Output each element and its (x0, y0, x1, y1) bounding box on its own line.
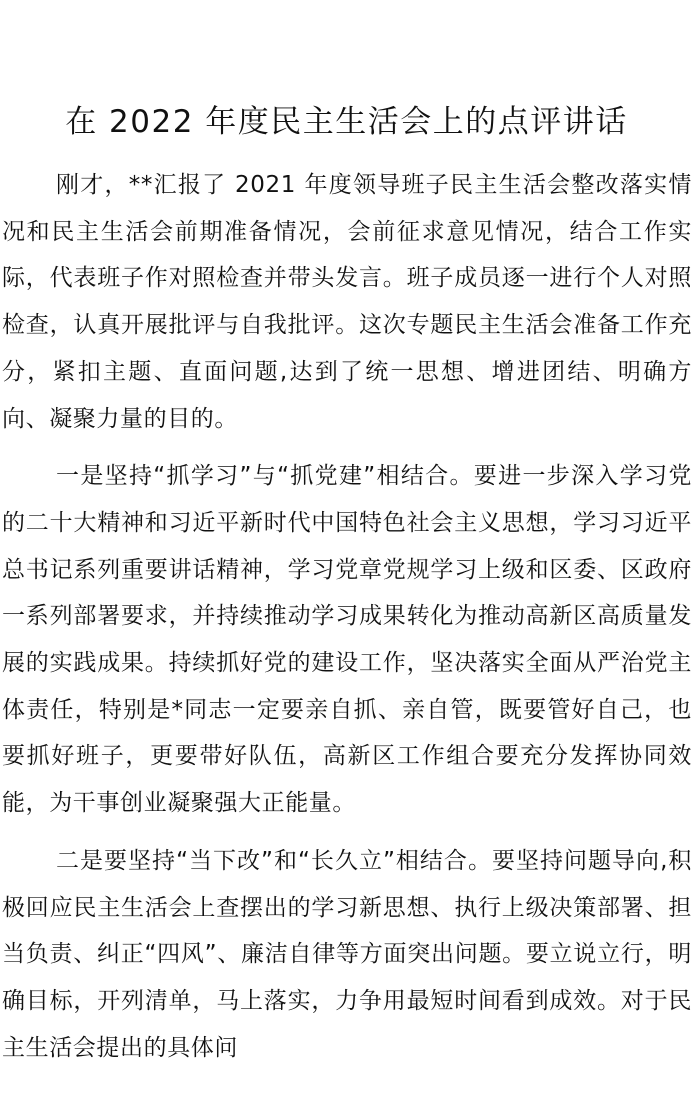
document-title: 在 2022 年度民主生活会上的点评讲话 (65, 104, 628, 140)
paragraph-point-two: 二是要坚持“当下改”和“长久立”相结合。要坚持问题导向,积极回应民主生活会上查摆出的学习新思想、执行上级决策部署、担当负责、纠正“四风”、廉洁自律等方面突出问题。要立说立行，明确目标，开列清单，马上落实，力争用最短时间看到成效。对于民主生活会提出的具体问 (2, 847, 692, 1061)
paragraph-point-one: 一是坚持“抓学习”与“抓党建”相结合。要进一步深入学习党的二十大精神和习近平新时代中国特色社会主义思想，学习习近平总书记系列重要讲话精神，学习党章党规学习上级和区委、区政府一系列部署要求，并持续推动学习成果转化为推动高新区高质量发展的实践成果。持续抓好党的建设工作，坚决落实全面从严治党主体责任，特别是*同志一定要亲自抓、亲自管，既要管好自己，也要抓好班子，更要带好队伍，高新区工作组合要充分发挥协同效能，为干事创业凝聚强大正能量。 (2, 463, 692, 817)
paragraph-opening: 刚才，**汇报了 2021 年度领导班子民主生活会整改落实情况和民主生活会前期准备情况，会前征求意见情况，结合工作实际，代表班子作对照检查并带头发言。班子成员逐一进行个人对照检查，认真开展批评与自我批评。这次专题民主生活会准备工作充分，紧扣主题、直面问题,达到了统一思想、增进团结、明确方向、凝聚力量的目的。 (2, 172, 692, 432)
document-body (2, 162, 692, 1071)
